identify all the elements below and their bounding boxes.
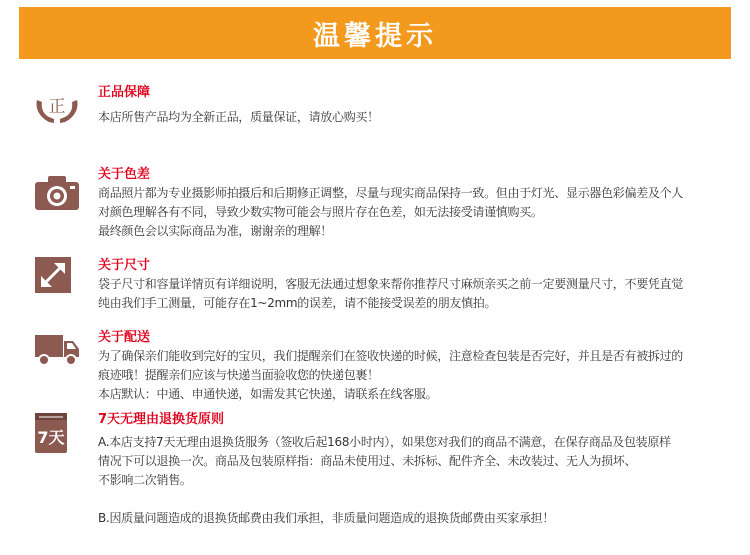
authentic-guarantee-icon: [33, 86, 81, 126]
section-body: [98, 411, 730, 528]
section-return-policy: [33, 411, 730, 551]
section-text: 纯由我们手工测量，可能存在1~2mm的误差，请不能接受误差的朋友慎拍。: [98, 296, 497, 310]
section-text: 本店所售产品均为全新正品，质量保证，请放心购买！: [98, 110, 379, 124]
section-body: [98, 329, 730, 404]
section-text: 最终颜色会以实际商品为准，谢谢亲的理解！: [98, 224, 333, 238]
section-body: [98, 257, 730, 313]
section-color: [33, 166, 730, 246]
section-text: A.本店支持7天无理由退换货服务（签收后起168小时内），如果您对我们的商品不满意，在保存商品及包装原样: [98, 435, 671, 449]
resize-arrow-icon: [33, 255, 73, 295]
section-text: 本店默认：中通、申通快递，如需发其它快递，请联系在线客服。: [98, 387, 438, 401]
section-text: B.因质量问题造成的退换货邮费由我们承担，非质量问题造成的退换货邮费由买家承担！: [98, 511, 555, 525]
section-title: 关于尺寸: [98, 258, 151, 273]
header-banner: [19, 7, 731, 59]
page-title: 温馨提示: [313, 20, 437, 52]
section-text: 痕迹哦！提醒亲们应该与快递当面验收您的快递包裹！: [98, 368, 379, 382]
section-body: [98, 166, 730, 241]
authentic-icon-char: 正: [48, 97, 66, 117]
section-size: [33, 257, 730, 317]
section-title: 关于色差: [98, 167, 151, 182]
delivery-truck-icon: [33, 329, 81, 369]
section-text: 不影响二次销售。: [98, 473, 192, 487]
section-text: 对颜色理解各有不同，导致少数实物可能会与照片存在色差，如无法接受请谨慎购买。: [98, 205, 543, 219]
seven-day-calendar-icon: [33, 411, 69, 455]
section-title: 7天无理由退换货原则: [98, 412, 225, 427]
section-title: 正品保障: [98, 85, 151, 100]
calendar-icon-text: 7天: [37, 428, 65, 447]
section-text: 商品照片都为专业摄影师拍摄后和后期修正调整，尽量与现实商品保持一致。但由于灯光、显示器色彩偏差及个人: [98, 186, 684, 200]
section-text: 袋子尺寸和容量详情页有详细说明，客服无法通过想象来帮你推荐尺寸麻烦亲买之前一定要测量尺寸，不要凭直觉: [98, 277, 684, 291]
section-body: [98, 84, 730, 127]
section-text: 情况下可以退换一次。商品及包装原样指：商品未使用过、未拆标、配件齐全、未改装过、无人为损坏、: [98, 454, 637, 468]
section-delivery: [33, 329, 730, 407]
section-authentic: [33, 84, 730, 134]
section-text: 为了确保亲们能收到完好的宝贝，我们提醒亲们在签收快递的时候，注意检查包装是否完好，并且是否有被拆过的: [98, 349, 684, 363]
section-title: 关于配送: [98, 330, 151, 345]
section-text-blank: [98, 490, 730, 509]
camera-icon: [33, 172, 81, 212]
